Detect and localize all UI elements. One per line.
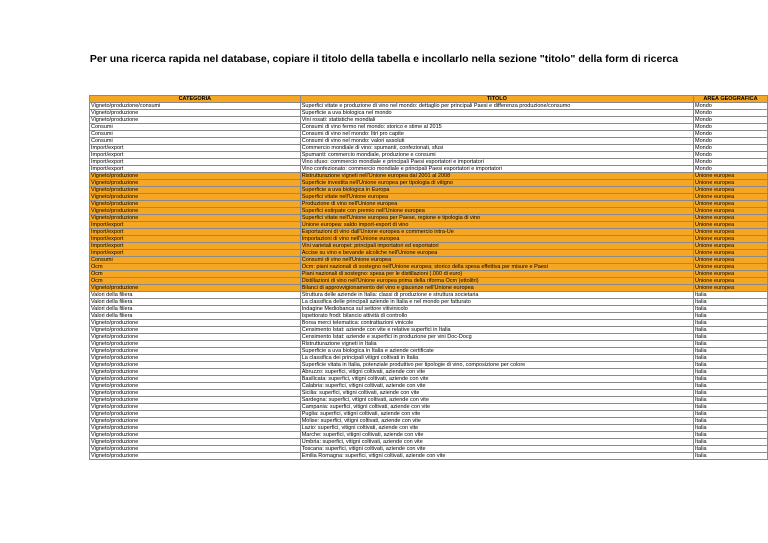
category-cell[interactable]: Vigneto/produzione [90, 397, 301, 404]
category-cell[interactable]: Vigneto/produzione [90, 425, 301, 432]
table-row [90, 397, 768, 404]
category-cell[interactable]: Vigneto/produzione [90, 453, 301, 460]
category-cell[interactable]: Vigneto/produzione [90, 334, 301, 341]
table-row [90, 117, 768, 124]
area-cell[interactable]: Italia [694, 313, 768, 320]
area-cell[interactable]: Mondo [694, 110, 768, 117]
table-row [90, 404, 768, 411]
category-cell[interactable]: Vigneto/produzione [90, 187, 301, 194]
category-cell[interactable]: Vigneto/produzione/consumi [90, 103, 301, 110]
title-cell[interactable]: Superficie a uva biologica in Europa [300, 187, 693, 194]
title-cell[interactable]: Vino sfuso: commercio mondiale e principali Paesi esportatori e importatori [300, 159, 693, 166]
area-cell[interactable]: Unione europea [694, 285, 768, 292]
category-cell[interactable]: Vigneto/produzione [90, 110, 301, 117]
category-cell[interactable]: Import/export [90, 229, 301, 236]
area-cell[interactable]: Italia [694, 348, 768, 355]
category-cell[interactable]: Import/export [90, 236, 301, 243]
title-cell[interactable]: Importazioni di vino nell'Unione europea [300, 236, 693, 243]
title-cell[interactable]: Borsa merci telematica: contrattazioni vinicole [300, 320, 693, 327]
area-cell[interactable]: Italia [694, 327, 768, 334]
title-cell[interactable]: Abruzzo: superfici, vitigni coltivati, aziende con vite [300, 369, 693, 376]
category-cell[interactable]: Vigneto/produzione [90, 327, 301, 334]
title-cell[interactable]: Distillazioni di vino nell'Unione europea prima della riforma Ocm (ettolitri) [300, 278, 693, 285]
area-cell[interactable]: Unione europea [694, 215, 768, 222]
title-cell[interactable]: Ispettorato frodi: bilancio attività di controllo [300, 313, 693, 320]
table-row [90, 369, 768, 376]
title-cell[interactable]: Piani nazionali di sostegno: spesa per le distillazioni (.000 di euro) [300, 271, 693, 278]
table-row [90, 110, 768, 117]
category-cell[interactable]: Import/export [90, 145, 301, 152]
table-row [90, 194, 768, 201]
area-cell[interactable]: Italia [694, 404, 768, 411]
category-cell[interactable]: Vigneto/produzione [90, 376, 301, 383]
table-row [90, 432, 768, 439]
category-cell[interactable]: Vigneto/produzione [90, 390, 301, 397]
area-cell[interactable]: Unione europea [694, 250, 768, 257]
category-cell[interactable]: Vigneto/produzione [90, 432, 301, 439]
category-cell[interactable]: Vigneto/produzione [90, 383, 301, 390]
title-cell[interactable]: Emilia Romagna: superfici, vitigni coltivati, aziende con vite [300, 453, 693, 460]
table-row [90, 446, 768, 453]
header-categoria: CATEGORIA [90, 96, 301, 103]
area-cell[interactable]: Italia [694, 299, 768, 306]
table-row [90, 292, 768, 299]
table-row [90, 138, 768, 145]
category-cell[interactable]: Vigneto/produzione [90, 446, 301, 453]
table-row [90, 278, 768, 285]
table-row [90, 215, 768, 222]
area-cell[interactable]: Italia [694, 453, 768, 460]
title-cell[interactable]: Ristrutturazione vigneti nell'Unione europea dal 2001 al 2008 [300, 173, 693, 180]
title-cell[interactable]: Vini rosati: statistiche mondiali [300, 117, 693, 124]
category-cell[interactable]: Valori della filiera [90, 313, 301, 320]
category-cell[interactable]: Consumi [90, 257, 301, 264]
category-cell[interactable]: Import/export [90, 152, 301, 159]
area-cell[interactable]: Mondo [694, 152, 768, 159]
table-row [90, 180, 768, 187]
area-cell[interactable]: Italia [694, 390, 768, 397]
title-cell[interactable]: Calabria: superfici, vitigni coltivati, aziende con vite [300, 383, 693, 390]
database-table [89, 95, 768, 460]
area-cell[interactable]: Italia [694, 418, 768, 425]
area-cell[interactable]: Italia [694, 355, 768, 362]
title-cell[interactable]: Umbria: superfici, vitigni coltivati, aziende con vite [300, 439, 693, 446]
table-row [90, 229, 768, 236]
title-cell[interactable]: Esportazioni di vino dall'Unione europea e commercio intra-Ue [300, 229, 693, 236]
area-cell[interactable]: Unione europea [694, 236, 768, 243]
category-cell[interactable]: Import/export [90, 166, 301, 173]
table-row [90, 243, 768, 250]
page-title: Per una ricerca rapida nel database, copiare il titolo della tabella e incollarlo nella sezione "titolo" della form di ricerca [89, 53, 679, 65]
table-row [90, 376, 768, 383]
table-row [90, 439, 768, 446]
title-cell[interactable]: Vini varietali europei: principali importatori ed esportatori [300, 243, 693, 250]
category-cell[interactable]: Vigneto/produzione [90, 180, 301, 187]
table-row [90, 131, 768, 138]
title-cell[interactable]: Produzione di vino nell'Unione europea [300, 201, 693, 208]
area-cell[interactable]: Unione europea [694, 208, 768, 215]
header-area-geografica: AREA GEOGRAFICA [694, 96, 768, 103]
area-cell[interactable]: Italia [694, 376, 768, 383]
area-cell[interactable]: Mondo [694, 145, 768, 152]
area-cell[interactable]: Mondo [694, 166, 768, 173]
area-cell[interactable]: Mondo [694, 117, 768, 124]
table-row [90, 236, 768, 243]
table-row [90, 453, 768, 460]
title-cell[interactable]: Superficie a uva biologica in Italia e aziende certificate [300, 348, 693, 355]
area-cell[interactable]: Italia [694, 306, 768, 313]
title-cell[interactable]: Indagine Mediobanca sul settore vitivinicolo [300, 306, 693, 313]
table-row [90, 166, 768, 173]
category-cell[interactable]: Vigneto/produzione [90, 348, 301, 355]
category-cell[interactable]: Vigneto/produzione [90, 362, 301, 369]
table-row [90, 299, 768, 306]
area-cell[interactable]: Unione europea [694, 194, 768, 201]
title-cell[interactable]: Superfici estirpate con premio nell'Unione europea [300, 208, 693, 215]
area-cell[interactable]: Mondo [694, 103, 768, 110]
category-cell[interactable]: Vigneto/produzione [90, 194, 301, 201]
area-cell[interactable]: Italia [694, 292, 768, 299]
title-cell[interactable]: Toscana: superfici, vitigni coltivati, aziende con vite [300, 446, 693, 453]
category-cell[interactable]: Import/export [90, 159, 301, 166]
area-cell[interactable]: Italia [694, 446, 768, 453]
table-row [90, 418, 768, 425]
area-cell[interactable]: Unione europea [694, 271, 768, 278]
category-cell[interactable]: Import/export [90, 222, 301, 229]
table-row [90, 173, 768, 180]
category-cell[interactable]: Consumi [90, 124, 301, 131]
table-row [90, 124, 768, 131]
area-cell[interactable]: Italia [694, 411, 768, 418]
table-row [90, 348, 768, 355]
title-cell[interactable]: Vino confezionato: commercio mondiale e principali Paesi esportatori e importatori [300, 166, 693, 173]
title-cell[interactable]: Spumanti: commercio mondiale, produzione e consumi [300, 152, 693, 159]
title-cell[interactable]: Bilanci di approvvigionamento del vino e giacenze nell'Unione europea [300, 285, 693, 292]
title-cell[interactable]: Sicilia: superfici, vitigni coltivati, aziende con vite [300, 390, 693, 397]
table-row [90, 257, 768, 264]
title-cell[interactable]: Superfici vitate nell'Unione europea per Paese, regione e tipologia di vino [300, 215, 693, 222]
table-row [90, 271, 768, 278]
category-cell[interactable]: Vigneto/produzione [90, 320, 301, 327]
table-row [90, 334, 768, 341]
table-row [90, 306, 768, 313]
table-row [90, 264, 768, 271]
title-cell[interactable]: La classifica delle principali aziende in Italia e nel mondo per fatturato [300, 299, 693, 306]
category-cell[interactable]: Vigneto/produzione [90, 404, 301, 411]
title-cell[interactable]: Marche: superfici, vitigni coltivati, aziende con vite [300, 432, 693, 439]
area-cell[interactable]: Unione europea [694, 278, 768, 285]
area-cell[interactable]: Italia [694, 369, 768, 376]
category-cell[interactable]: Vigneto/produzione [90, 439, 301, 446]
area-cell[interactable]: Mondo [694, 131, 768, 138]
area-cell[interactable]: Unione europea [694, 201, 768, 208]
title-cell[interactable]: Commercio mondiale di vino: spumanti, confezionati, sfusi [300, 145, 693, 152]
category-cell[interactable]: Ocm [90, 278, 301, 285]
title-cell[interactable]: Consumi di vino nell'Unione europea [300, 257, 693, 264]
area-cell[interactable]: Italia [694, 334, 768, 341]
header-titolo: TITOLO [300, 96, 693, 103]
category-cell[interactable]: Valori della filiera [90, 292, 301, 299]
table-row [90, 152, 768, 159]
title-cell[interactable]: Consumi di vino fermo nel mondo: storico e stime al 2015 [300, 124, 693, 131]
title-cell[interactable]: Struttura delle aziende in Italia: classi di produzione e struttura societaria [300, 292, 693, 299]
table-row [90, 362, 768, 369]
area-cell[interactable]: Unione europea [694, 243, 768, 250]
table-row [90, 103, 768, 110]
category-cell[interactable]: Valori della filiera [90, 299, 301, 306]
category-cell[interactable]: Vigneto/produzione [90, 173, 301, 180]
title-cell[interactable]: Censimento Istat: aziende con vite e relative superfici in Italia [300, 327, 693, 334]
area-cell[interactable]: Unione europea [694, 180, 768, 187]
category-cell[interactable]: Import/export [90, 243, 301, 250]
area-cell[interactable]: Mondo [694, 124, 768, 131]
category-cell[interactable]: Vigneto/produzione [90, 201, 301, 208]
table-row [90, 355, 768, 362]
table-row [90, 145, 768, 152]
title-cell[interactable]: Unione europea: saldo import-export di vino [300, 222, 693, 229]
title-cell[interactable]: Superfici vitate e produzione di vino nel mondo: dettaglio per principali Paesi e differenza produzione/consumo [300, 103, 693, 110]
title-cell[interactable]: Superficie investita nell'Unione europea per tipologia di vitigno [300, 180, 693, 187]
category-cell[interactable]: Consumi [90, 138, 301, 145]
title-cell[interactable]: Basilicata: superfici, vitigni coltivati, aziende con vite [300, 376, 693, 383]
title-cell[interactable]: Ristrutturazione vigneti in Italia [300, 341, 693, 348]
table-row [90, 187, 768, 194]
table-row [90, 411, 768, 418]
area-cell[interactable]: Italia [694, 397, 768, 404]
table-row [90, 285, 768, 292]
title-cell[interactable]: Superficie vitata in Italia, potenziale produttivo per tipologie di vino, composizione per colore [300, 362, 693, 369]
category-cell[interactable]: Vigneto/produzione [90, 215, 301, 222]
area-cell[interactable]: Unione europea [694, 264, 768, 271]
table-row [90, 383, 768, 390]
table-row [90, 341, 768, 348]
table-row [90, 320, 768, 327]
title-cell[interactable]: Campania: superfici, vitigni coltivati, aziende con vite [300, 404, 693, 411]
title-cell[interactable]: Sardegna: superfici, vitigni coltivati, aziende con vite [300, 397, 693, 404]
area-cell[interactable]: Unione europea [694, 187, 768, 194]
category-cell[interactable]: Vigneto/produzione [90, 411, 301, 418]
title-cell[interactable]: Puglia: superfici, vitigni coltivati, aziende con vite [300, 411, 693, 418]
category-cell[interactable]: Consumi [90, 131, 301, 138]
category-cell[interactable]: Vigneto/produzione [90, 117, 301, 124]
category-cell[interactable]: Vigneto/produzione [90, 355, 301, 362]
area-cell[interactable]: Mondo [694, 159, 768, 166]
area-cell[interactable]: Italia [694, 439, 768, 446]
area-cell[interactable]: Italia [694, 320, 768, 327]
category-cell[interactable]: Vigneto/produzione [90, 341, 301, 348]
table-row [90, 208, 768, 215]
title-cell[interactable]: La classifica dei principali vitigni coltivati in Italia [300, 355, 693, 362]
area-cell[interactable]: Italia [694, 383, 768, 390]
title-cell[interactable]: Superfici vitate nell'Unione europea [300, 194, 693, 201]
area-cell[interactable]: Unione europea [694, 222, 768, 229]
category-cell[interactable]: Import/export [90, 250, 301, 257]
header-row [90, 96, 768, 103]
table-row [90, 159, 768, 166]
title-cell[interactable]: Ocm: piani nazionali di sostegno nell'Unione europea; storico della spesa effettiva per misure e Paesi [300, 264, 693, 271]
table-row [90, 250, 768, 257]
category-cell[interactable]: Ocm [90, 264, 301, 271]
category-cell[interactable]: Ocm [90, 271, 301, 278]
table-row [90, 425, 768, 432]
area-cell[interactable]: Unione europea [694, 229, 768, 236]
area-cell[interactable]: Unione europea [694, 173, 768, 180]
table-row [90, 390, 768, 397]
title-cell[interactable]: Consumi di vino nel mondo: valori assoluti [300, 138, 693, 145]
table-row [90, 327, 768, 334]
title-cell[interactable]: Accise su vino e bevande alcoliche nell'Unione europea [300, 250, 693, 257]
title-cell[interactable]: Superficie a uva biologica nel mondo [300, 110, 693, 117]
title-cell[interactable]: Molise: superfici, vitigni coltivati, aziende con vite [300, 418, 693, 425]
area-cell[interactable]: Unione europea [694, 257, 768, 264]
title-cell[interactable]: Lazio: superfici, vitigni coltivati, aziende con vite [300, 425, 693, 432]
area-cell[interactable]: Italia [694, 425, 768, 432]
category-cell[interactable]: Vigneto/produzione [90, 208, 301, 215]
table-row [90, 222, 768, 229]
category-cell[interactable]: Valori della filiera [90, 306, 301, 313]
title-cell[interactable]: Consumi di vino nel mondo: litri pro capite [300, 131, 693, 138]
title-cell[interactable]: Censimento Istat: aziende e superfici in produzione per vini Doc-Docg [300, 334, 693, 341]
area-cell[interactable]: Italia [694, 341, 768, 348]
area-cell[interactable]: Italia [694, 432, 768, 439]
table-row [90, 201, 768, 208]
category-cell[interactable]: Vigneto/produzione [90, 418, 301, 425]
table-row [90, 313, 768, 320]
area-cell[interactable]: Mondo [694, 138, 768, 145]
area-cell[interactable]: Italia [694, 362, 768, 369]
category-cell[interactable]: Vigneto/produzione [90, 285, 301, 292]
category-cell[interactable]: Vigneto/produzione [90, 369, 301, 376]
